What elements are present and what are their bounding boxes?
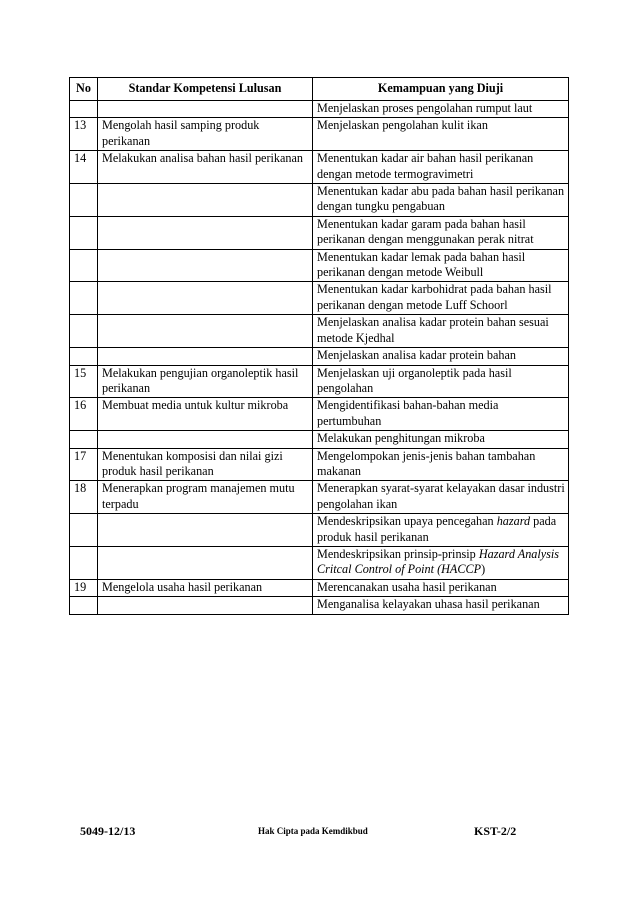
table-row	[70, 481, 569, 514]
row-ability: Mendeskripsikan upaya pencegahan hazard pada produk hasil perikanan	[313, 514, 569, 547]
header-ability: Kemampuan yang Diuji	[313, 78, 569, 101]
row-ability: Menganalisa kelayakan uhasa hasil perikanan	[313, 597, 569, 614]
table-row	[70, 514, 569, 547]
row-ability: Menentukan kadar lemak pada bahan hasil perikanan dengan metode Weibull	[313, 249, 569, 282]
table-row	[70, 315, 569, 348]
footer-copyright: Hak Cipta pada Kemdikbud	[258, 826, 368, 836]
row-number: 14	[70, 151, 98, 184]
row-standard: Menentukan komposisi dan nilai gizi produk hasil perikanan	[98, 448, 313, 481]
table-row	[70, 151, 569, 184]
row-standard: Mengelola usaha hasil perikanan	[98, 579, 313, 596]
row-standard: Menerapkan program manajemen mutu terpadu	[98, 481, 313, 514]
row-ability: Merencanakan usaha hasil perikanan	[313, 579, 569, 596]
table-row	[70, 431, 569, 448]
table-row	[70, 249, 569, 282]
table-row	[70, 216, 569, 249]
row-standard: Membuat media untuk kultur mikroba	[98, 398, 313, 431]
row-ability: Menjelaskan analisa kadar protein bahan	[313, 348, 569, 365]
table-row	[70, 597, 569, 614]
row-ability: Menjelaskan analisa kadar protein bahan sesuai metode Kjedhal	[313, 315, 569, 348]
row-number: 15	[70, 365, 98, 398]
header-standard: Standar Kompetensi Lulusan	[98, 78, 313, 101]
table-header-row	[70, 78, 569, 101]
row-number: 13	[70, 118, 98, 151]
row-ability: Menjelaskan uji organoleptik pada hasil pengolahan	[313, 365, 569, 398]
table-row	[70, 282, 569, 315]
row-ability: Melakukan penghitungan mikroba	[313, 431, 569, 448]
table-row	[70, 348, 569, 365]
row-ability: Menentukan kadar garam pada bahan hasil perikanan dengan menggunakan perak nitrat	[313, 216, 569, 249]
footer-document-code: 5049-12/13	[80, 824, 136, 838]
row-ability: Menentukan kadar air bahan hasil perikanan dengan metode termogravimetri	[313, 151, 569, 184]
row-number: 16	[70, 398, 98, 431]
row-ability: Mengidentifikasi bahan-bahan media pertumbuhan	[313, 398, 569, 431]
table-row	[70, 448, 569, 481]
row-ability: Mendeskripsikan prinsip-prinsip Hazard Analysis Critcal Control of Point (HACCP)	[313, 546, 569, 579]
row-standard: Melakukan pengujian organoleptik hasil perikanan	[98, 365, 313, 398]
table-row	[70, 184, 569, 217]
row-ability: Mengelompokan jenis-jenis bahan tambahan makanan	[313, 448, 569, 481]
row-number	[70, 101, 98, 118]
table-row	[70, 365, 569, 398]
row-ability: Menentukan kadar karbohidrat pada bahan hasil perikanan dengan metode Luff Schoorl	[313, 282, 569, 315]
row-ability: Menjelaskan pengolahan kulit ikan	[313, 118, 569, 151]
row-number: 17	[70, 448, 98, 481]
row-standard: Mengolah hasil samping produk perikanan	[98, 118, 313, 151]
footer-page-code: KST-2/2	[474, 824, 517, 838]
row-standard	[98, 101, 313, 118]
table-row	[70, 546, 569, 579]
row-number: 19	[70, 579, 98, 596]
header-no: No	[70, 78, 98, 101]
table-row	[70, 118, 569, 151]
row-ability: Menerapkan syarat-syarat kelayakan dasar industri pengolahan ikan	[313, 481, 569, 514]
row-ability: Menjelaskan proses pengolahan rumput laut	[313, 101, 569, 118]
table-row	[70, 101, 569, 118]
table-row	[70, 398, 569, 431]
row-ability: Menentukan kadar abu pada bahan hasil perikanan dengan tungku pengabuan	[313, 184, 569, 217]
row-standard: Melakukan analisa bahan hasil perikanan	[98, 151, 313, 184]
row-number: 18	[70, 481, 98, 514]
competency-table	[69, 77, 569, 615]
table-row	[70, 579, 569, 596]
